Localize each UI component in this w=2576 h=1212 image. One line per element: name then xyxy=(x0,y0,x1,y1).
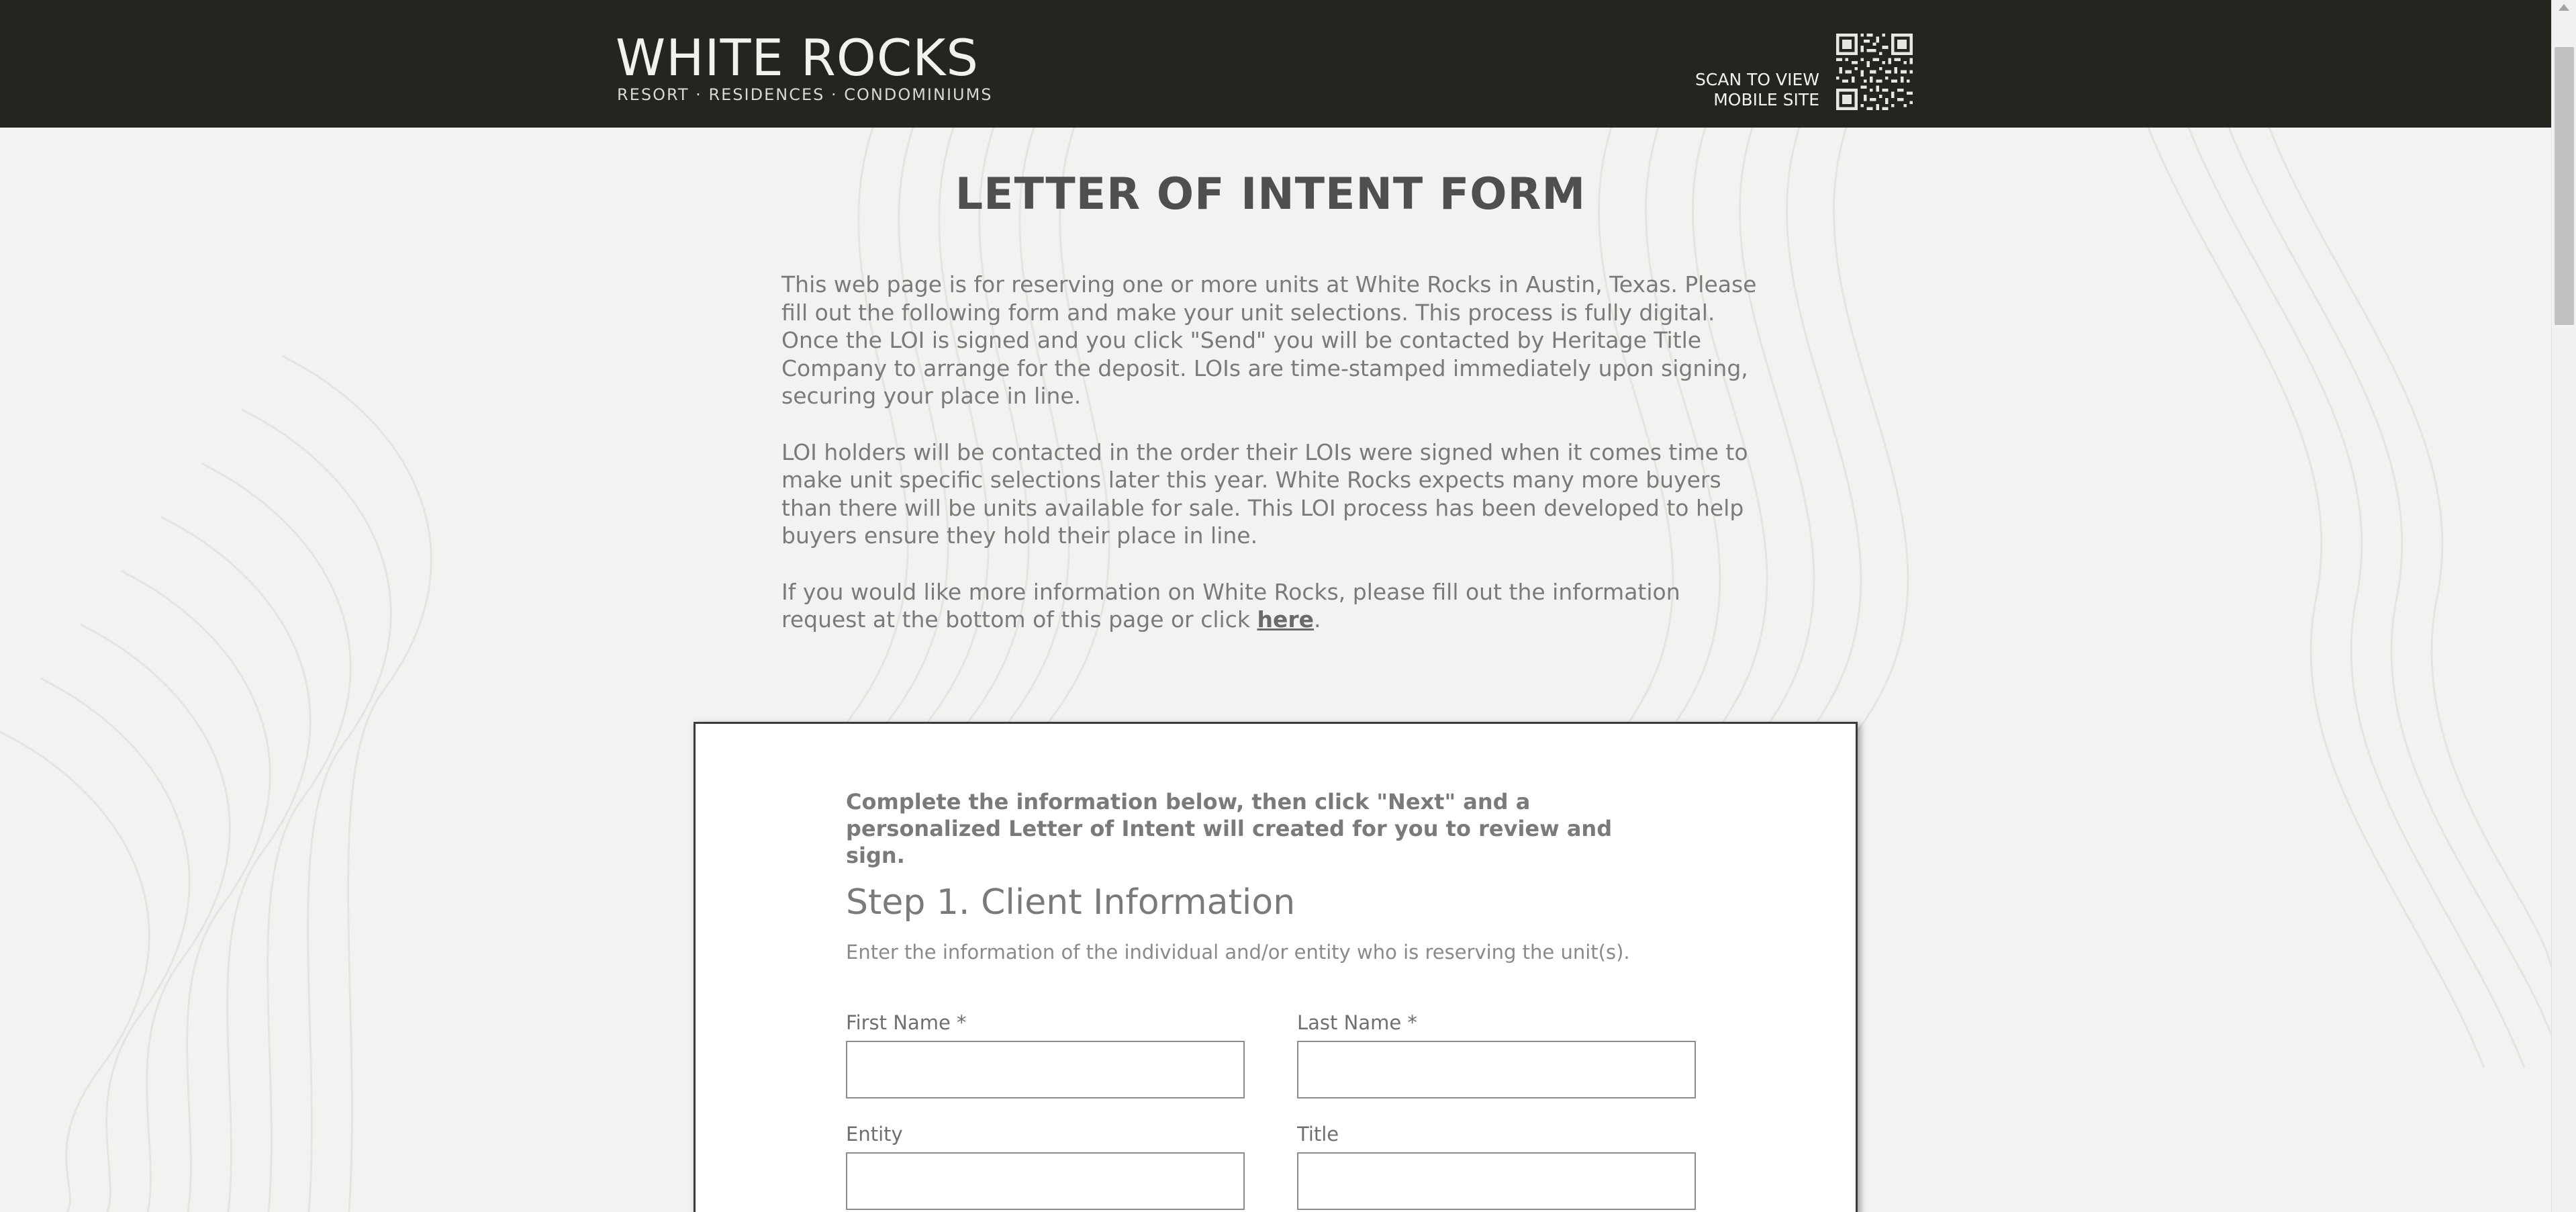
step-1-description: Enter the information of the individual and/or entity who is reserving the unit(s). xyxy=(846,941,1630,964)
qr-code-icon xyxy=(1836,34,1913,110)
intro-paragraph-1: This web page is for reserving one or more units at White Rocks in Austin, Texas. Please fill out the following form and make your unit selections. This process is fully digital. Once the LOI is signed and you click "Send" you will be contacted by Heritage Title Company to arrange for the deposit. LOIs are time-stamped immediately upon signing, securing your place in line. xyxy=(781,271,1757,409)
first-name-input[interactable] xyxy=(846,1041,1245,1099)
scan-label-line1: SCAN TO VIEW xyxy=(1695,70,1819,89)
scroll-up-arrow-icon[interactable] xyxy=(2559,4,2569,11)
scrollbar-thumb[interactable] xyxy=(2555,47,2574,325)
intro-paragraph-2: LOI holders will be contacted in the order their LOIs were signed when it comes time to make unit specific selections later this year. White Rocks expects many more buyers than there will be units available for sale. This LOI process has been developed to help buyers ensure they hold their place in line. xyxy=(781,438,1748,549)
vertical-scrollbar[interactable] xyxy=(2551,0,2576,1212)
title-label: Title xyxy=(1297,1123,1339,1146)
brand-tagline: RESORT · RESIDENCES · CONDOMINIUMS xyxy=(617,85,993,104)
entity-input[interactable] xyxy=(846,1152,1245,1210)
scan-label-line2: MOBILE SITE xyxy=(1713,90,1819,109)
last-name-label: Last Name * xyxy=(1297,1011,1417,1034)
entity-label: Entity xyxy=(846,1123,903,1146)
loi-form-card xyxy=(694,722,1858,1212)
last-name-input[interactable] xyxy=(1297,1041,1696,1099)
intro-paragraph-3 xyxy=(781,578,1758,634)
intro-text xyxy=(781,271,1758,662)
intro-paragraph-3-end: . xyxy=(1313,606,1321,633)
intro-paragraph-3-text: If you would like more information on White Rocks, please fill out the information request at the bottom of this page or click xyxy=(781,578,1680,633)
scan-to-view-label xyxy=(1695,70,1819,110)
first-name-label: First Name * xyxy=(846,1011,967,1034)
step-1-heading: Step 1. Client Information xyxy=(846,882,1296,923)
form-instructions: Complete the information below, then click "Next" and a personalized Letter of Intent will created for you to review and sign. xyxy=(846,789,1613,868)
title-input[interactable] xyxy=(1297,1152,1696,1210)
more-info-link[interactable]: here xyxy=(1257,606,1314,633)
page-title: LETTER OF INTENT FORM xyxy=(955,169,1586,220)
site-header xyxy=(0,0,2551,128)
brand-logo-title[interactable]: WHITE ROCKS xyxy=(616,28,980,87)
